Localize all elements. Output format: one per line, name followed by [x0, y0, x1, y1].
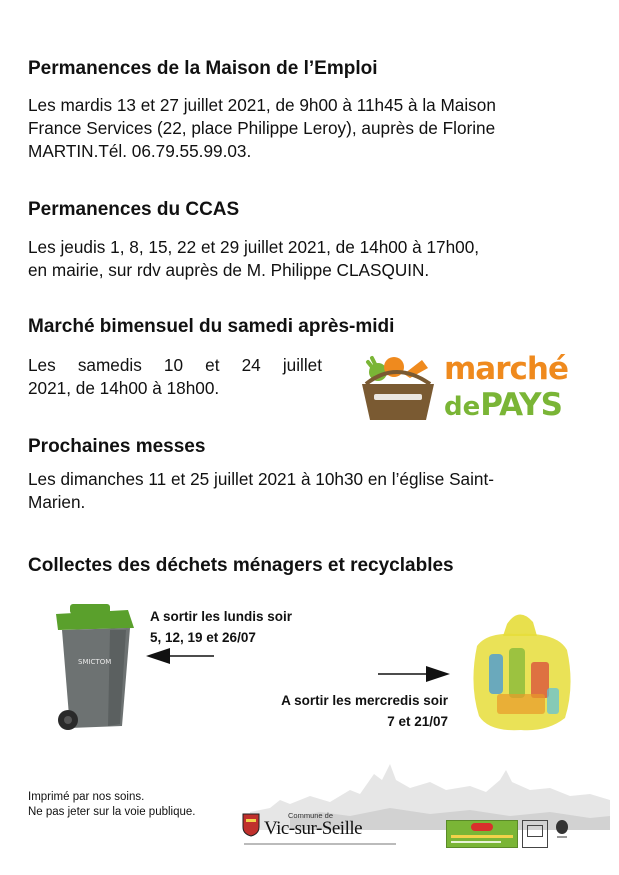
- commune-logo: [240, 811, 400, 861]
- trash-bin-icon: [48, 600, 138, 740]
- bin-text-line-1: A sortir les lundis soir: [150, 609, 293, 624]
- emploi-text-line-3: MARTIN.Tél. 06.79.55.99.03.: [28, 141, 252, 161]
- marche-text-line-1: Les samedis 10 et 24 juillet: [28, 355, 322, 375]
- ccas-text-line-2: en mairie, sur rdv auprès de M. Philippe CLASQUIN.: [28, 260, 430, 280]
- logo-de-text: de: [444, 392, 481, 422]
- bag-text-line-2: 7 et 21/07: [387, 714, 448, 729]
- emploi-text-line-2: France Services (22, place Philippe Leroy), auprès de Florine: [28, 118, 496, 138]
- departement-logo: [554, 820, 570, 846]
- messes-text-line-2: Marien.: [28, 492, 86, 512]
- commune-small-label: Commune de: [288, 811, 334, 820]
- svg-text:SMICTOM: SMICTOM: [78, 658, 112, 666]
- basket-icon: [356, 350, 438, 426]
- petite-cite-caractere-logo: [522, 820, 548, 848]
- logo-marche-text: marché: [444, 351, 568, 387]
- bag-schedule: [238, 690, 448, 732]
- ccas-text-line-1: Les jeudis 1, 8, 15, 22 et 29 juillet 2021, de 14h00 à 17h00,: [28, 237, 480, 257]
- heading-messes: Prochaines messes: [28, 436, 206, 457]
- heading-maison-emploi: Permanences de la Maison de l’Emploi: [28, 58, 378, 79]
- messes-text-line-1: Les dimanches 11 et 25 juillet 2021 à 10h30 en l’église Saint-: [28, 469, 494, 489]
- print-line-1: Imprimé par nos soins.: [28, 791, 145, 803]
- print-line-2: Ne pas jeter sur la voie publique.: [28, 806, 196, 818]
- bin-schedule: [150, 606, 292, 648]
- bag-text-line-1: A sortir les mercredis soir: [281, 693, 448, 708]
- commune-name: Vic-sur-Seille: [264, 818, 363, 839]
- heading-collectes: Collectes des déchets ménagers et recyclables: [28, 555, 454, 576]
- arrow-left-icon: [146, 647, 216, 665]
- emploi-text-line-1: Les mardis 13 et 27 juillet 2021, de 9h00 à 11h45 à la Maison: [28, 95, 496, 115]
- heading-ccas: Permanences du CCAS: [28, 199, 240, 220]
- commune-crest-icon: [242, 813, 260, 837]
- villes-villages-fleuris-logo: [446, 820, 518, 848]
- logo-depays: [444, 388, 562, 428]
- commune-subline: [244, 843, 396, 845]
- arrow-right-icon: [378, 665, 450, 683]
- marche-de-pays-logo: [356, 350, 571, 426]
- heading-marche: Marché bimensuel du samedi après-midi: [28, 316, 395, 337]
- bin-text-line-2: 5, 12, 19 et 26/07: [150, 630, 256, 645]
- recycling-bag-icon: [467, 606, 577, 736]
- marche-text-line-2: 2021, de 14h00 à 18h00.: [28, 378, 220, 398]
- logo-pays-text: PAYS: [480, 387, 562, 423]
- print-notice: [28, 790, 196, 820]
